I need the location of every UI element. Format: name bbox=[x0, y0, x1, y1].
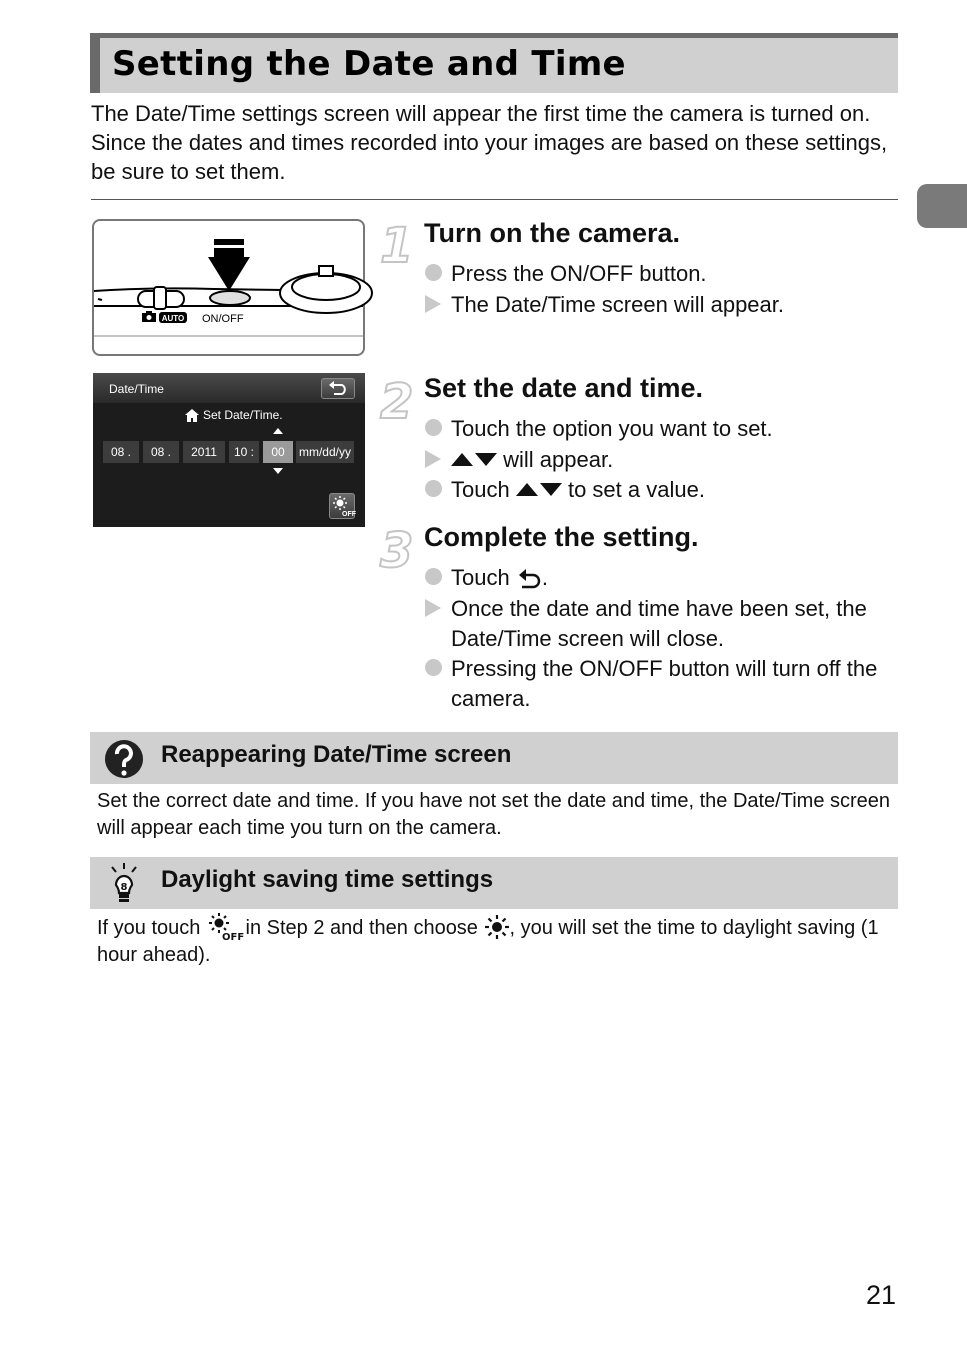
daylight-saving-button[interactable] bbox=[329, 493, 355, 519]
step-number-1: 1 bbox=[380, 218, 414, 274]
date-format-field[interactable]: mm/dd/yy bbox=[296, 441, 354, 463]
svg-text:OFF: OFF bbox=[221, 932, 245, 943]
bullet-text: Press the ON/OFF button. bbox=[451, 261, 707, 286]
question-icon bbox=[104, 738, 144, 780]
screen-header bbox=[93, 373, 365, 403]
step-1-title: Turn on the camera. bbox=[424, 218, 681, 248]
bullet-dot-icon bbox=[425, 264, 442, 281]
bullet-text: . bbox=[541, 565, 548, 590]
daylight-saving-off-icon bbox=[330, 494, 354, 518]
day-field[interactable]: 08 . bbox=[143, 441, 179, 463]
bullet-text: Touch the option you want to set. bbox=[451, 416, 773, 441]
info-box-body-daylight bbox=[97, 912, 897, 969]
divider bbox=[91, 199, 898, 200]
step-2-bullet-1 bbox=[451, 414, 911, 444]
value-down-icon[interactable] bbox=[273, 468, 283, 474]
step-2-title: Set the date and time. bbox=[424, 373, 704, 403]
info-box-title: Reappearing Date/Time screen bbox=[161, 741, 512, 768]
step-2-bullet-3 bbox=[451, 475, 911, 505]
step-3-bullet-3 bbox=[451, 654, 911, 714]
screen-subtitle: Set Date/Time. bbox=[203, 408, 283, 422]
info-box-header-daylight bbox=[90, 857, 898, 909]
step-number-2: 2 bbox=[380, 374, 414, 430]
screen-title: Date/Time bbox=[109, 382, 164, 396]
step-3-bullet-1 bbox=[451, 563, 911, 593]
auto-mode-label: AUTO bbox=[161, 314, 185, 323]
body-text: in Step 2 and then choose bbox=[245, 917, 478, 939]
back-button[interactable] bbox=[321, 378, 355, 399]
page-number: 21 bbox=[865, 1280, 896, 1310]
step-number-3: 3 bbox=[380, 523, 414, 579]
bullet-text: The Date/Time screen will appear. bbox=[451, 292, 784, 317]
chapter-tab bbox=[917, 184, 967, 228]
intro-paragraph: The Date/Time settings screen will appear the first time the camera is turned on. Since the dates and times recorded into your images are based on these settings, be sure to set them. bbox=[91, 101, 888, 184]
daylight-saving-on-icon bbox=[484, 914, 510, 940]
lightbulb-icon bbox=[107, 861, 141, 907]
bullet-text: Touch bbox=[451, 477, 510, 502]
up-arrow-icon bbox=[451, 453, 473, 466]
down-arrow-icon bbox=[475, 453, 497, 466]
svg-text:8: 8 bbox=[120, 882, 128, 893]
camera-top-drawing bbox=[94, 221, 363, 354]
info-box-body-reappearing: Set the correct date and time. If you have not set the date and time, the Date/Time screen will appear each time you turn on the camera. bbox=[97, 790, 891, 839]
bullet-dot-icon bbox=[425, 568, 442, 585]
return-icon bbox=[322, 379, 354, 398]
bullet-text: Pressing the ON/OFF button will turn off the camera. bbox=[451, 656, 878, 711]
result-arrow-icon bbox=[425, 450, 441, 468]
on-off-label: ON/OFF bbox=[202, 313, 244, 325]
body-text: , you will set the time to daylight saving (1 hour ahead). bbox=[97, 917, 879, 966]
svg-text:OFF: OFF bbox=[342, 511, 356, 518]
bullet-text: Touch bbox=[451, 565, 510, 590]
step-1-bullet-2 bbox=[451, 290, 911, 320]
result-arrow-icon bbox=[425, 295, 441, 313]
home-icon bbox=[185, 409, 199, 422]
bullet-dot-icon bbox=[425, 659, 442, 676]
result-arrow-icon bbox=[425, 599, 441, 617]
value-up-icon[interactable] bbox=[273, 428, 283, 434]
step-1-bullet-1 bbox=[451, 259, 911, 289]
month-field[interactable]: 08 . bbox=[103, 441, 139, 463]
step-3-title: Complete the setting. bbox=[424, 522, 699, 552]
minute-field[interactable]: 00 bbox=[263, 441, 293, 463]
down-arrow-icon bbox=[540, 483, 562, 496]
info-box-title: Daylight saving time settings bbox=[161, 866, 494, 893]
info-box-header-reappearing bbox=[90, 732, 898, 784]
power-button-illustration bbox=[92, 219, 365, 356]
up-arrow-icon bbox=[516, 483, 538, 496]
year-field[interactable]: 2011 bbox=[183, 441, 225, 463]
bullet-dot-icon bbox=[425, 419, 442, 436]
camera-date-time-screen bbox=[93, 373, 365, 527]
camera-icon bbox=[142, 311, 156, 322]
return-icon bbox=[516, 567, 542, 591]
bullet-dot-icon bbox=[425, 480, 442, 497]
daylight-saving-off-icon bbox=[206, 912, 245, 943]
page-title: Setting the Date and Time bbox=[112, 44, 626, 84]
bullet-text: Once the date and time have been set, the Date/Time screen will close. bbox=[451, 596, 867, 651]
step-2-bullet-2 bbox=[451, 445, 911, 475]
title-bar bbox=[90, 33, 898, 93]
bullet-text: will appear. bbox=[503, 447, 614, 472]
hour-field[interactable]: 10 : bbox=[229, 441, 259, 463]
body-text: If you touch bbox=[97, 917, 201, 939]
step-3-bullet-2 bbox=[451, 594, 911, 654]
bullet-text: to set a value. bbox=[567, 477, 705, 502]
